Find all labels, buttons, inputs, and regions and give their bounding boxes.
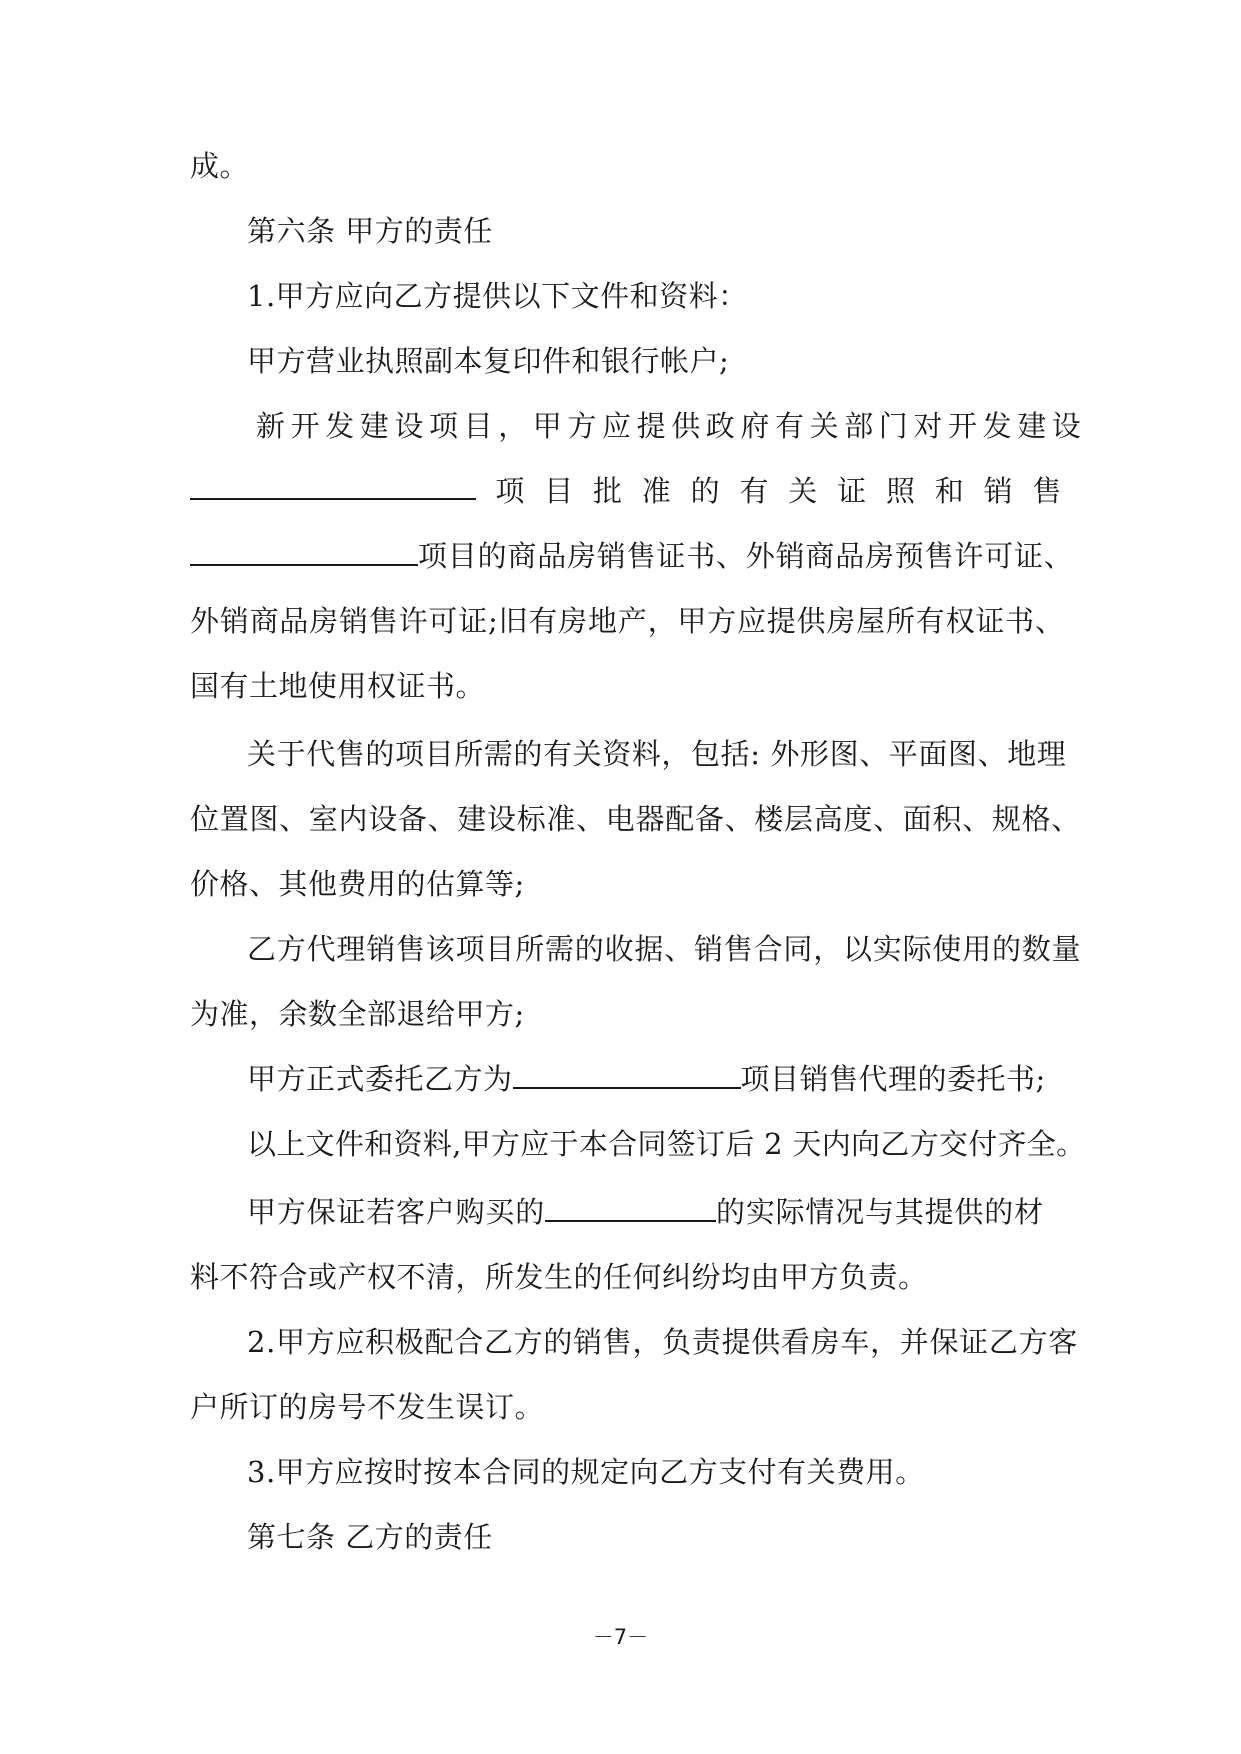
paragraph-line — [247, 1192, 1044, 1232]
char: 照 — [885, 474, 916, 508]
fill-blank-line — [190, 471, 476, 500]
paragraph-line: 乙方代理销售该项目所需的收据、销售合同，以实际使用的数量 — [247, 932, 1082, 966]
char: 目 — [544, 474, 574, 508]
fill-blank-line — [190, 537, 418, 566]
char: 准 — [641, 474, 672, 508]
char: 项 — [495, 474, 525, 508]
char: 销 — [983, 474, 1014, 508]
text-segment: 项目的商品房销售证书、外销商品房预售许可证、 — [418, 539, 1074, 573]
char: 的 — [690, 474, 721, 508]
char: 和 — [934, 474, 965, 508]
paragraph-line: 户所订的房号不发生误订。 — [190, 1390, 545, 1424]
paragraph-line: 2.甲方应积极配合乙方的销售，负责提供看房车，并保证乙方客 — [247, 1325, 1078, 1359]
char: 有 — [739, 474, 769, 508]
text-segment: 项目销售代理的委托书; — [740, 1062, 1046, 1096]
fill-blank-line — [545, 1193, 716, 1222]
paragraph-line: 位置图、室内设备、建设标准、电器配备、楼层高度、面积、规格、 — [190, 802, 1082, 836]
paragraph-line: 价格、其他费用的估算等; — [190, 867, 525, 901]
paragraph-line: 料不符合或产权不清，所发生的任何纠纷均由甲方负责。 — [190, 1260, 928, 1294]
char: 关 — [788, 474, 818, 508]
char: 售 — [1032, 474, 1062, 508]
paragraph-line: 外销商品房销售许可证;旧有房地产，甲方应提供房屋所有权证书、 — [190, 604, 1065, 638]
paragraph-line-justified — [190, 471, 1062, 511]
paragraph-line: 3.甲方应按时按本合同的规定向乙方支付有关费用。 — [247, 1455, 925, 1489]
paragraph-line: 1.甲方应向乙方提供以下文件和资料： — [247, 279, 748, 313]
section-heading-article-6: 第六条 甲方的责任 — [247, 214, 493, 248]
paragraph-line: 为准，余数全部退给甲方; — [190, 997, 525, 1031]
paragraph-line: 甲方营业执照副本复印件和银行帐户; — [247, 344, 730, 378]
char: 证 — [837, 474, 867, 508]
section-heading-article-7: 第七条 乙方的责任 — [247, 1520, 493, 1554]
paragraph-line: 关于代售的项目所需的有关资料，包括: 外形图、平面图、地理 — [247, 737, 1067, 771]
paragraph-line — [247, 1059, 1046, 1099]
paragraph-line: 成。 — [190, 149, 250, 183]
char: 批 — [592, 474, 623, 508]
paragraph-line: 国有土地使用权证书。 — [190, 669, 486, 703]
text-segment: 甲方保证若客户购买的 — [247, 1195, 546, 1229]
page-number: －7－ — [592, 1625, 649, 1649]
paragraph-line: 新开发建设项目，甲方应提供政府有关部门对开发建设 — [256, 409, 1087, 443]
text-segment: 甲方正式委托乙方为 — [247, 1062, 513, 1096]
fill-blank-line — [513, 1060, 741, 1089]
text-segment: 的实际情况与其提供的材 — [716, 1195, 1044, 1229]
paragraph-line: 以上文件和资料,甲方应于本合同签订后 2 天内向乙方交付齐全。 — [247, 1127, 1086, 1161]
paragraph-line — [190, 536, 1074, 576]
